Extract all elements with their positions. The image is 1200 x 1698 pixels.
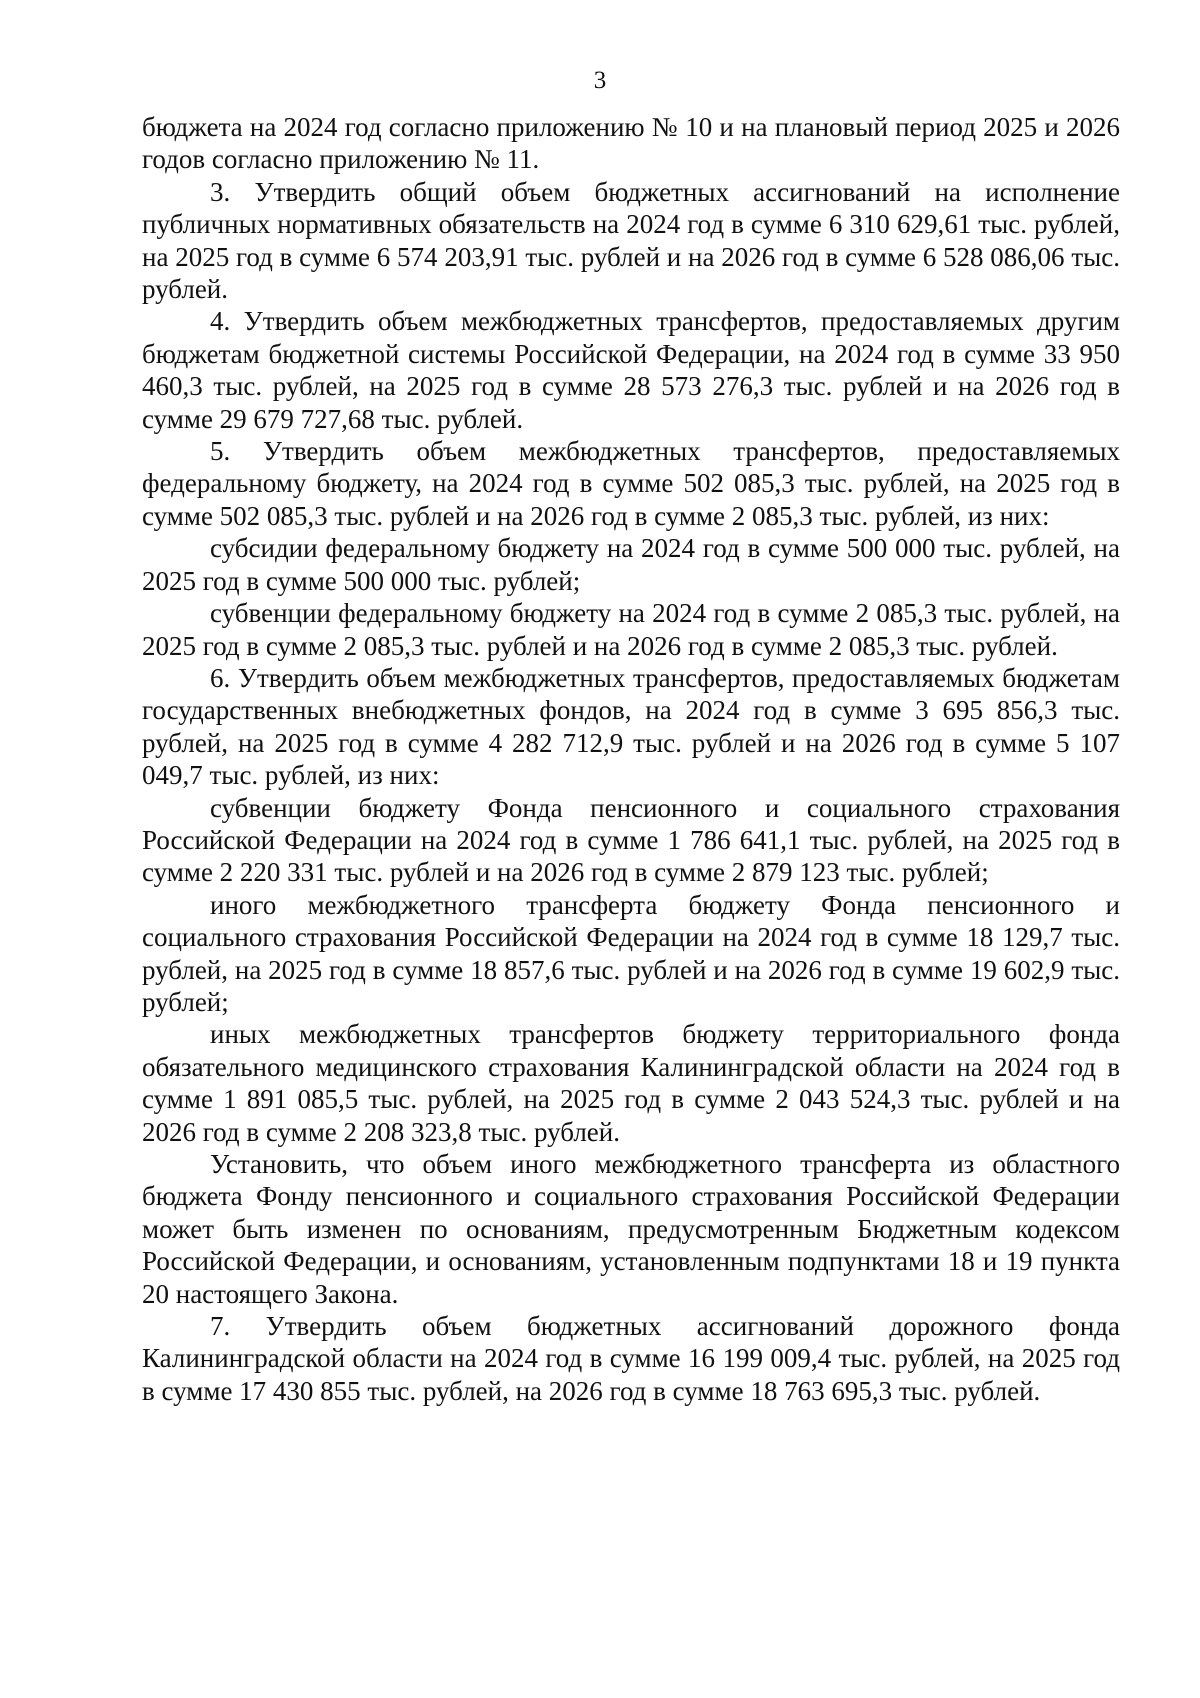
paragraph-other-transfers-medical-fund: иных межбюджетных трансфертов бюджету территориального фонда обязательного медицинского страхования Калининградской области на 2024 год в сумме 1 891 085,5 тыс. рублей, на 2025 год в сумме 2 043 524,3 тыс. рублей и на 2026 год в сумме 2 208 323,8 тыс. рублей. bbox=[142, 1019, 1120, 1147]
document-body bbox=[142, 111, 1120, 1407]
paragraph-item-7: 7. Утвердить объем бюджетных ассигнований дорожного фонда Калининградской области на 2024 год в сумме 16 199 009,4 тыс. рублей, на 2025 год в сумме 17 430 855 тыс. рублей, на 2026 год в сумме 18 763 695,3 тыс. рублей. bbox=[142, 1311, 1120, 1406]
paragraph-other-transfer-pension-fund: иного межбюджетного трансферта бюджету Фонда пенсионного и социального страхования Российской Федерации на 2024 год в сумме 18 129,7 тыс. рублей, на 2025 год в сумме 18 857,6 тыс. рублей и на 2026 год в сумме 19 602,9 тыс. рублей; bbox=[142, 889, 1120, 1017]
paragraph-item-3: 3. Утвердить общий объем бюджетных ассигнований на исполнение публичных нормативных обязательств на 2024 год в сумме 6 310 629,61 тыс. рублей, на 2025 год в сумме 6 574 203,91 тыс. рублей и на 2026 год в сумме 6 528 086,06 тыс. рублей. bbox=[142, 176, 1120, 305]
paragraph-item-6: 6. Утвердить объем межбюджетных трансфертов, предоставляемых бюджетам государственных внебюджетных фондов, на 2024 год в сумме 3 695 856,3 тыс. рублей, на 2025 год в сумме 4 282 712,9 тыс. рублей и на 2026 год в сумме 5 107 049,7 тыс. рублей, из них: bbox=[142, 662, 1120, 791]
paragraph-subventions-pension-fund: субвенции бюджету Фонда пенсионного и социального страхования Российской Федерации на 2024 год в сумме 1 786 641,1 тыс. рублей, на 2025 год в сумме 2 220 331 тыс. рублей и на 2026 год в сумме 2 879 123 тыс. рублей; bbox=[142, 792, 1120, 888]
page-number: 3 bbox=[593, 67, 607, 94]
paragraph-item-5: 5. Утвердить объем межбюджетных трансфертов, предоставляемых федеральному бюджету, на 2024 год в сумме 502 085,3 тыс. рублей, на 2025 год в сумме 502 085,3 тыс. рублей и на 2026 год в сумме 2 085,3 тыс. рублей, из них: bbox=[142, 436, 1120, 531]
paragraph-continuation: бюджета на 2024 год согласно приложению № 10 и на плановый период 2025 и 2026 годов согласно приложению № 11. bbox=[142, 112, 1120, 175]
paragraph-item-4: 4. Утвердить объем межбюджетных трансфертов, предоставляемых другим бюджетам бюджетной системы Российской Федерации, на 2024 год в сумме 33 950 460,3 тыс. рублей, на 2025 год в сумме 28 573 276,3 тыс. рублей и на 2026 год в сумме 29 679 727,68 тыс. рублей. bbox=[142, 306, 1120, 434]
paragraph-establish-clause: Установить, что объем иного межбюджетного трансферта из областного бюджета Фонду пенсионного и социального страхования Российской Федерации может быть изменен по основаниям, предусмотренным Бюджетным кодексом Российской Федерации, и основаниям, установленным подпунктами 18 и 19 пункта 20 настоящего Закона. bbox=[142, 1149, 1120, 1309]
paragraph-subsidies-federal: субсидии федеральному бюджету на 2024 год в сумме 500 000 тыс. рублей, на 2025 год в сумме 500 000 тыс. рублей; bbox=[142, 533, 1120, 596]
paragraph-subventions-federal: субвенции федеральному бюджету на 2024 год в сумме 2 085,3 тыс. рублей, на 2025 год в сумме 2 085,3 тыс. рублей и на 2026 год в сумме 2 085,3 тыс. рублей. bbox=[142, 598, 1120, 661]
